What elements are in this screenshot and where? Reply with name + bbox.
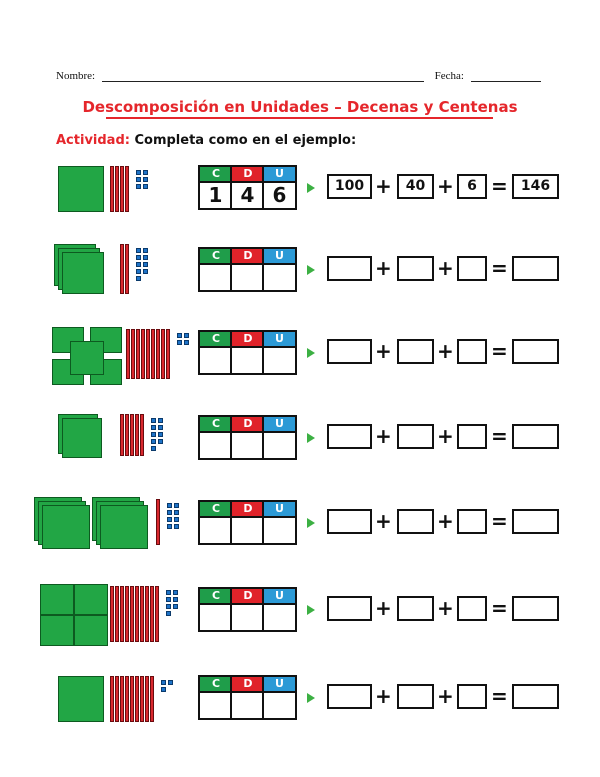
unit-cube bbox=[166, 597, 171, 602]
unit-cube bbox=[166, 590, 171, 595]
answer-box-b2[interactable] bbox=[397, 339, 434, 364]
unit-cube bbox=[167, 503, 172, 508]
answer-box-b3[interactable] bbox=[457, 256, 487, 281]
ten-rod bbox=[155, 586, 159, 642]
answer-box-b1[interactable] bbox=[327, 509, 372, 534]
cell-u[interactable] bbox=[264, 518, 295, 543]
plus-sign: + bbox=[437, 424, 454, 448]
unit-cube bbox=[143, 255, 148, 260]
unit-cube bbox=[136, 170, 141, 175]
header-d: D bbox=[232, 249, 264, 263]
arrow-icon bbox=[307, 605, 315, 615]
cell-c[interactable]: 1 bbox=[208, 183, 223, 207]
ten-rod bbox=[161, 329, 165, 379]
ten-rod bbox=[130, 414, 134, 456]
exercise-row bbox=[0, 410, 600, 470]
ten-rod bbox=[145, 676, 149, 722]
answer-box-b2[interactable] bbox=[397, 596, 434, 621]
cell-d[interactable] bbox=[232, 693, 263, 718]
unit-cube bbox=[158, 418, 163, 423]
ten-rod bbox=[125, 244, 129, 294]
unit-cube bbox=[143, 184, 148, 189]
hundred-block bbox=[42, 505, 90, 549]
unit-cube bbox=[151, 418, 156, 423]
answer-box-total[interactable] bbox=[512, 339, 559, 364]
unit-cube bbox=[167, 524, 172, 529]
arrow-icon bbox=[307, 265, 315, 275]
unit-cube bbox=[184, 340, 189, 345]
ten-rod bbox=[115, 586, 119, 642]
hundred-block bbox=[40, 615, 74, 646]
page-title: Descomposición en Unidades – Decenas y Centenas bbox=[82, 98, 518, 116]
header-c: C bbox=[200, 167, 232, 181]
equals-sign: = bbox=[491, 424, 508, 448]
ten-rod bbox=[150, 676, 154, 722]
name-label: Nombre: bbox=[56, 70, 96, 82]
cell-c[interactable] bbox=[200, 433, 231, 458]
hundred-block bbox=[40, 584, 74, 615]
unit-cube bbox=[166, 611, 171, 616]
place-value-table bbox=[198, 330, 297, 375]
arrow-icon bbox=[307, 693, 315, 703]
date-label: Fecha: bbox=[434, 70, 464, 82]
header-u: U bbox=[264, 249, 295, 263]
ten-rod bbox=[146, 329, 150, 379]
ten-rod bbox=[136, 329, 140, 379]
answer-box-b3[interactable] bbox=[457, 424, 487, 449]
unit-cube bbox=[173, 590, 178, 595]
unit-cube bbox=[136, 269, 141, 274]
unit-cube bbox=[136, 177, 141, 182]
ten-rod bbox=[125, 166, 129, 212]
unit-cube bbox=[167, 517, 172, 522]
header-u: U bbox=[264, 589, 295, 603]
unit-cube bbox=[158, 425, 163, 430]
header-u: U bbox=[264, 677, 295, 691]
answer-box-b2[interactable] bbox=[397, 509, 434, 534]
arrow-icon bbox=[307, 433, 315, 443]
plus-sign: + bbox=[375, 174, 392, 198]
ten-rod bbox=[135, 586, 139, 642]
plus-sign: + bbox=[437, 339, 454, 363]
place-value-table bbox=[198, 415, 297, 460]
header-u: U bbox=[264, 502, 295, 516]
answer-box-total[interactable] bbox=[512, 684, 559, 709]
ten-rod bbox=[156, 329, 160, 379]
header-c: C bbox=[200, 332, 232, 346]
ten-rod bbox=[140, 676, 144, 722]
unit-cube bbox=[168, 680, 173, 685]
arrow-icon bbox=[307, 518, 315, 528]
unit-cube bbox=[167, 510, 172, 515]
answer-box-total[interactable]: 146 bbox=[512, 174, 559, 199]
unit-cube bbox=[161, 680, 166, 685]
plus-sign: + bbox=[375, 509, 392, 533]
exercise-row bbox=[0, 670, 600, 730]
place-value-table bbox=[198, 587, 297, 632]
unit-cube bbox=[136, 184, 141, 189]
cell-u[interactable] bbox=[264, 433, 295, 458]
cell-u[interactable]: 6 bbox=[272, 183, 287, 207]
arrow-icon bbox=[307, 348, 315, 358]
answer-box-b3[interactable] bbox=[457, 596, 487, 621]
exercise-row bbox=[0, 160, 600, 220]
ten-rod bbox=[145, 586, 149, 642]
cell-c[interactable] bbox=[200, 693, 231, 718]
place-value-table bbox=[198, 500, 297, 545]
unit-cube bbox=[177, 333, 182, 338]
equals-sign: = bbox=[491, 256, 508, 280]
header-d: D bbox=[232, 332, 264, 346]
unit-cube bbox=[158, 439, 163, 444]
unit-cube bbox=[166, 604, 171, 609]
cell-d[interactable] bbox=[232, 605, 263, 630]
ten-rod bbox=[110, 676, 114, 722]
answer-box-b1[interactable] bbox=[327, 424, 372, 449]
ten-rod bbox=[130, 676, 134, 722]
answer-box-total[interactable] bbox=[512, 424, 559, 449]
answer-box-total[interactable] bbox=[512, 256, 559, 281]
base-ten-blocks bbox=[28, 242, 196, 302]
ten-rod bbox=[110, 166, 114, 212]
ten-rod bbox=[125, 676, 129, 722]
answer-box-total[interactable] bbox=[512, 596, 559, 621]
equals-sign: = bbox=[491, 339, 508, 363]
unit-cube bbox=[136, 248, 141, 253]
ten-rod bbox=[125, 586, 129, 642]
name-field[interactable] bbox=[102, 70, 424, 82]
unit-cube bbox=[136, 255, 141, 260]
unit-cube bbox=[136, 276, 141, 281]
title-underline bbox=[106, 117, 493, 119]
ten-rod bbox=[135, 414, 139, 456]
activity-text: Completa como en el ejemplo: bbox=[134, 133, 357, 148]
cell-u[interactable] bbox=[264, 265, 295, 290]
answer-box-b3[interactable] bbox=[457, 509, 487, 534]
plus-sign: + bbox=[437, 509, 454, 533]
header-c: C bbox=[200, 249, 232, 263]
hundred-block bbox=[62, 418, 102, 458]
header-d: D bbox=[232, 589, 264, 603]
cell-c[interactable] bbox=[200, 348, 231, 373]
unit-cube bbox=[174, 524, 179, 529]
ten-rod bbox=[135, 676, 139, 722]
unit-cube bbox=[174, 517, 179, 522]
ten-rod bbox=[120, 676, 124, 722]
unit-cube bbox=[143, 248, 148, 253]
hundred-block bbox=[62, 252, 104, 294]
cell-d[interactable] bbox=[232, 433, 263, 458]
cell-d[interactable] bbox=[232, 348, 263, 373]
answer-box-b1[interactable] bbox=[327, 339, 372, 364]
base-ten-blocks bbox=[28, 495, 196, 555]
header-c: C bbox=[200, 589, 232, 603]
cell-c[interactable] bbox=[200, 265, 231, 290]
header-u: U bbox=[264, 417, 295, 431]
unit-cube bbox=[143, 262, 148, 267]
hundred-block bbox=[74, 584, 108, 615]
answer-box-b3[interactable]: 6 bbox=[457, 174, 487, 199]
unit-cube bbox=[177, 340, 182, 345]
plus-sign: + bbox=[375, 424, 392, 448]
plus-sign: + bbox=[375, 596, 392, 620]
answer-box-b2[interactable] bbox=[397, 424, 434, 449]
ten-rod bbox=[150, 586, 154, 642]
arrow-icon bbox=[307, 183, 315, 193]
plus-sign: + bbox=[437, 684, 454, 708]
ten-rod bbox=[126, 329, 130, 379]
equals-sign: = bbox=[491, 684, 508, 708]
unit-cube bbox=[151, 432, 156, 437]
base-ten-blocks bbox=[28, 670, 196, 730]
ten-rod bbox=[120, 586, 124, 642]
exercise-row bbox=[0, 582, 600, 642]
unit-cube bbox=[143, 177, 148, 182]
ten-rod bbox=[156, 499, 160, 545]
equals-sign: = bbox=[491, 509, 508, 533]
activity-label: Actividad: bbox=[56, 133, 130, 148]
exercise-row bbox=[0, 325, 600, 385]
ten-rod bbox=[120, 166, 124, 212]
equals-sign: = bbox=[491, 596, 508, 620]
header-d: D bbox=[232, 677, 264, 691]
unit-cube bbox=[161, 687, 166, 692]
date-field[interactable] bbox=[471, 70, 541, 82]
ten-rod bbox=[115, 676, 119, 722]
base-ten-blocks bbox=[28, 325, 196, 385]
unit-cube bbox=[151, 439, 156, 444]
unit-cube bbox=[173, 597, 178, 602]
ten-rod bbox=[115, 166, 119, 212]
header-d: D bbox=[232, 167, 264, 181]
unit-cube bbox=[174, 503, 179, 508]
ten-rod bbox=[130, 586, 134, 642]
answer-box-b2[interactable] bbox=[397, 684, 434, 709]
base-ten-blocks bbox=[28, 160, 196, 220]
ten-rod bbox=[140, 414, 144, 456]
cell-c[interactable] bbox=[200, 518, 231, 543]
ten-rod bbox=[120, 244, 124, 294]
base-ten-blocks bbox=[28, 410, 196, 470]
cell-d[interactable]: 4 bbox=[240, 183, 255, 207]
header-u: U bbox=[264, 167, 295, 181]
place-value-table bbox=[198, 165, 297, 210]
base-ten-blocks bbox=[28, 582, 196, 642]
ten-rod bbox=[140, 586, 144, 642]
unit-cube bbox=[151, 446, 156, 451]
header-d: D bbox=[232, 417, 264, 431]
answer-box-b1[interactable] bbox=[327, 684, 372, 709]
plus-sign: + bbox=[437, 256, 454, 280]
hundred-block bbox=[58, 676, 104, 722]
cell-c[interactable] bbox=[200, 605, 231, 630]
cell-u[interactable] bbox=[264, 605, 295, 630]
answer-box-b1[interactable]: 100 bbox=[327, 174, 372, 199]
header-c: C bbox=[200, 502, 232, 516]
unit-cube bbox=[173, 604, 178, 609]
hundred-block bbox=[58, 166, 104, 212]
header bbox=[56, 70, 546, 82]
plus-sign: + bbox=[375, 339, 392, 363]
header-d: D bbox=[232, 502, 264, 516]
plus-sign: + bbox=[437, 596, 454, 620]
header-c: C bbox=[200, 677, 232, 691]
hundred-block bbox=[100, 505, 148, 549]
exercise-row bbox=[0, 242, 600, 302]
unit-cube bbox=[184, 333, 189, 338]
unit-cube bbox=[136, 262, 141, 267]
hundred-block bbox=[74, 615, 108, 646]
exercise-row bbox=[0, 495, 600, 555]
cell-d[interactable] bbox=[232, 518, 263, 543]
answer-box-b2[interactable]: 40 bbox=[397, 174, 434, 199]
activity-instruction bbox=[56, 133, 356, 148]
ten-rod bbox=[125, 414, 129, 456]
cell-d[interactable] bbox=[232, 265, 263, 290]
ten-rod bbox=[131, 329, 135, 379]
answer-box-b3[interactable] bbox=[457, 339, 487, 364]
ten-rod bbox=[110, 586, 114, 642]
answer-box-b1[interactable] bbox=[327, 256, 372, 281]
place-value-table bbox=[198, 247, 297, 292]
cell-u[interactable] bbox=[264, 348, 295, 373]
plus-sign: + bbox=[375, 684, 392, 708]
header-c: C bbox=[200, 417, 232, 431]
equals-sign: = bbox=[491, 174, 508, 198]
plus-sign: + bbox=[437, 174, 454, 198]
ten-rod bbox=[166, 329, 170, 379]
unit-cube bbox=[174, 510, 179, 515]
place-value-table bbox=[198, 675, 297, 720]
unit-cube bbox=[143, 170, 148, 175]
unit-cube bbox=[151, 425, 156, 430]
unit-cube bbox=[143, 269, 148, 274]
header-u: U bbox=[264, 332, 295, 346]
ten-rod bbox=[120, 414, 124, 456]
answer-box-total[interactable] bbox=[512, 509, 559, 534]
ten-rod bbox=[151, 329, 155, 379]
cell-u[interactable] bbox=[264, 693, 295, 718]
hundred-block bbox=[70, 341, 104, 375]
ten-rod bbox=[141, 329, 145, 379]
plus-sign: + bbox=[375, 256, 392, 280]
answer-box-b2[interactable] bbox=[397, 256, 434, 281]
unit-cube bbox=[158, 432, 163, 437]
answer-box-b1[interactable] bbox=[327, 596, 372, 621]
answer-box-b3[interactable] bbox=[457, 684, 487, 709]
